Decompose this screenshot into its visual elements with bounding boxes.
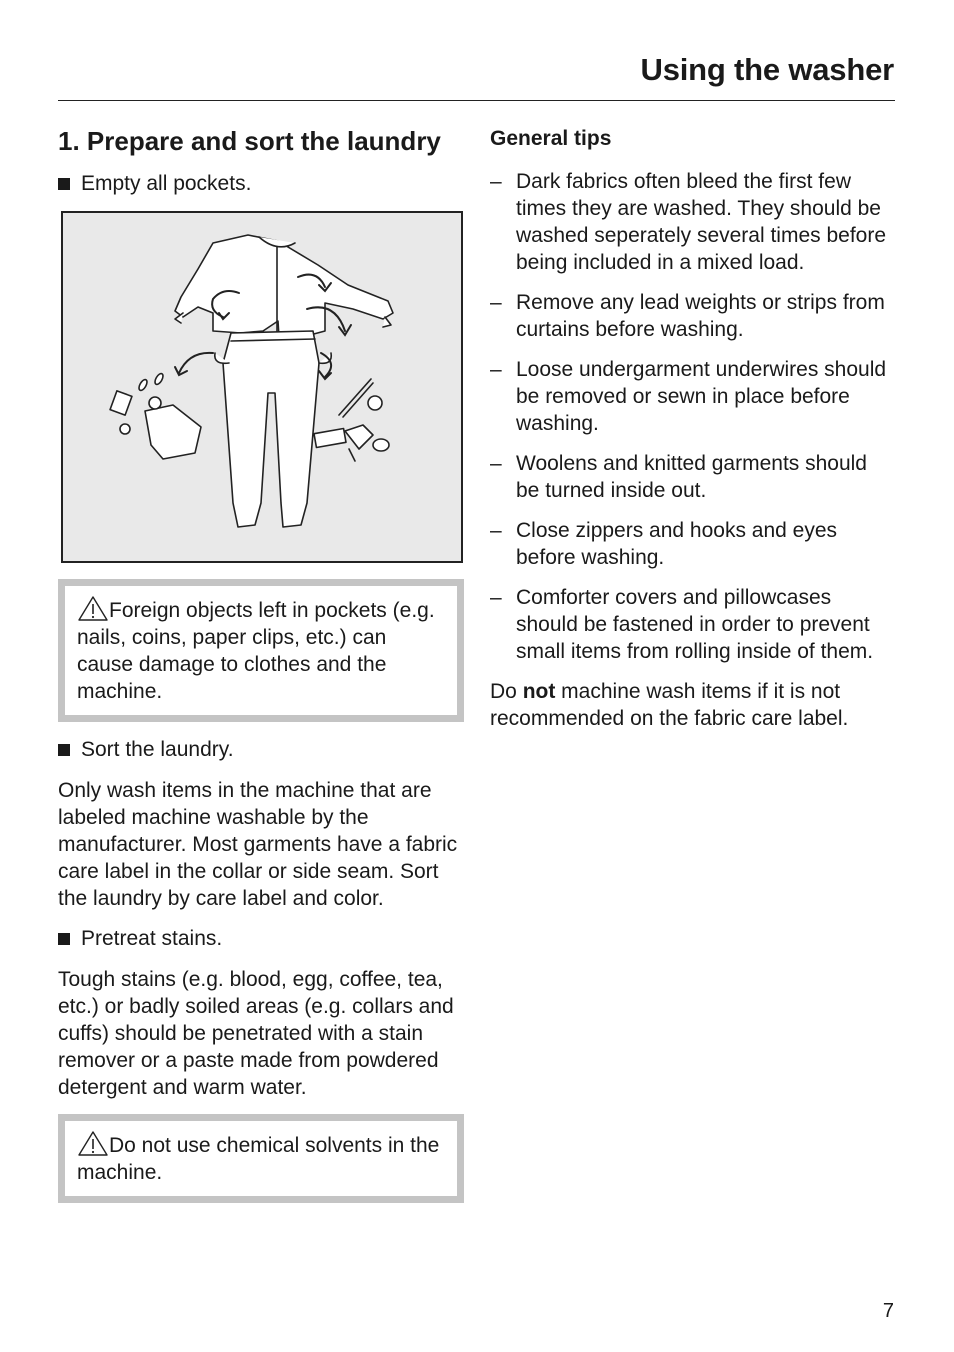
bullet-square-icon	[58, 933, 70, 945]
warning-box-solvents	[58, 1114, 464, 1203]
tip-item	[490, 356, 895, 437]
dash-marker: –	[490, 170, 502, 193]
warning-box-foreign-objects	[58, 579, 464, 722]
bullet-text: Empty all pockets.	[81, 172, 252, 195]
paragraph-sort: Only wash items in the machine that are labeled machine washable by the manufacturer. Most garments have a fabric care label in the collar or side seam. Sort the laundry by care label and color.	[58, 779, 458, 910]
paragraph-pretreat: Tough stains (e.g. blood, egg, coffee, tea, etc.) or badly soiled areas (e.g. collars and cuffs) should be penetrated with a stain remover or a paste made from powdered detergent and warm water.	[58, 968, 454, 1099]
dash-marker: –	[490, 291, 502, 314]
right-column	[490, 124, 895, 745]
warning-text: Foreign objects left in pockets (e.g. nails, coins, paper clips, etc.) can cause damage to clothes and the machine.	[77, 599, 435, 703]
page-number: 7	[882, 1300, 894, 1322]
tip-item	[490, 289, 895, 343]
tip-item	[490, 450, 895, 504]
clothes-illustration-icon	[63, 213, 461, 561]
dash-marker: –	[490, 452, 502, 475]
bullet-pretreat-stains	[58, 925, 464, 952]
tip-item	[490, 584, 895, 665]
tip-text: Woolens and knitted garments should be turned inside out.	[516, 452, 867, 502]
closing-text-end: machine wash items if it is not recommended on the fabric care label.	[490, 680, 849, 730]
general-tips-heading: General tips	[490, 127, 612, 150]
dash-marker: –	[490, 586, 502, 609]
dash-marker: –	[490, 519, 502, 542]
header-divider	[58, 100, 895, 101]
bullet-sort-laundry	[58, 736, 464, 763]
tip-item	[490, 517, 895, 571]
dash-marker: –	[490, 358, 502, 381]
bullet-square-icon	[58, 744, 70, 756]
warning-triangle-icon	[77, 595, 109, 621]
bullet-square-icon	[58, 178, 70, 190]
warning-triangle-icon	[77, 1130, 109, 1156]
closing-bold-not: not	[522, 680, 556, 703]
warning-text: Do not use chemical solvents in the machine.	[77, 1134, 440, 1184]
tip-item	[490, 168, 895, 276]
left-column	[58, 124, 464, 1217]
closing-text-start: Do	[490, 680, 523, 703]
section-title: 1. Prepare and sort the laundry	[58, 126, 441, 156]
tip-text: Close zippers and hooks and eyes before washing.	[516, 519, 838, 569]
bullet-text: Pretreat stains.	[81, 927, 223, 950]
pockets-illustration	[61, 211, 463, 563]
tip-text: Comforter covers and pillowcases should be fastened in order to prevent small items from rolling inside of them.	[516, 586, 874, 663]
bullet-text: Sort the laundry.	[81, 738, 234, 761]
closing-paragraph	[490, 678, 895, 732]
bullet-empty-pockets	[58, 170, 464, 197]
page-title: Using the washer	[640, 52, 894, 87]
tip-text: Loose undergarment underwires should be removed or sewn in place before washing.	[516, 358, 887, 435]
tip-text: Remove any lead weights or strips from curtains before washing.	[516, 291, 885, 341]
tip-text: Dark fabrics often bleed the first few times they are washed. They should be washed seperately several times before being included in a mixed load.	[516, 170, 887, 274]
